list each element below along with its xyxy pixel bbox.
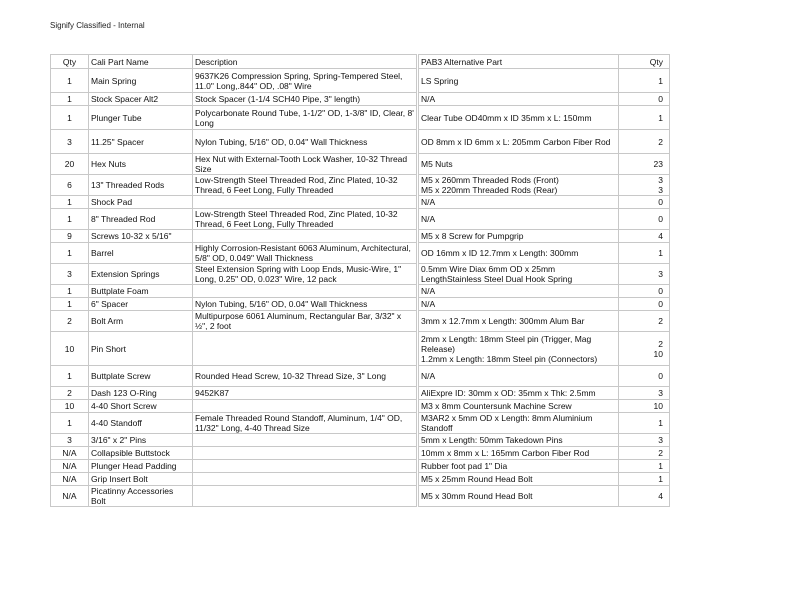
cell-qty-alt: 1 (619, 473, 670, 486)
cell-qty-alt: 3 (619, 434, 670, 447)
cell-cali-part-name: Barrel (89, 243, 193, 264)
cell-cali-part-name: 4-40 Standoff (89, 413, 193, 434)
cell-pab3-alternative: M5 x 30mm Round Head Bolt (419, 486, 619, 507)
cell-cali-part-name: 4-40 Short Screw (89, 400, 193, 413)
table-row (51, 366, 670, 387)
table-row (51, 332, 670, 366)
cell-qty: 2 (51, 387, 89, 400)
cell-pab3-alternative: N/A (419, 209, 619, 230)
table-row (51, 264, 670, 285)
cell-pab3-alternative: 0.5mm Wire Diax 6mm OD x 25mm LengthStainless Steel Dual Hook Spring (419, 264, 619, 285)
cell-qty-alt: 2 (619, 447, 670, 460)
header-row (51, 55, 670, 69)
cell-qty: 3 (51, 264, 89, 285)
cell-pab3-alternative: N/A (419, 93, 619, 106)
cell-description: Steel Extension Spring with Loop Ends, Music-Wire, 1" Long, 0.25" OD, 0.023" Wire, 12 pack (193, 264, 417, 285)
cell-qty: 2 (51, 311, 89, 332)
cell-pab3-alternative: M5 x 8 Screw for Pumpgrip (419, 230, 619, 243)
cell-pab3-alternative: Rubber foot pad 1" Dia (419, 460, 619, 473)
cell-qty: N/A (51, 486, 89, 507)
cell-cali-part-name: Extension Springs (89, 264, 193, 285)
table-row (51, 175, 670, 196)
cell-description (193, 332, 417, 366)
table-row (51, 285, 670, 298)
cell-qty-alt: 1 (619, 106, 670, 130)
cell-description: 9452K87 (193, 387, 417, 400)
cell-description: Highly Corrosion-Resistant 6063 Aluminum, Architectural, 5/8" OD, 0.049" Wall Thickness (193, 243, 417, 264)
cell-qty: 1 (51, 106, 89, 130)
cell-qty-alt: 0 (619, 196, 670, 209)
cell-qty: N/A (51, 473, 89, 486)
cell-qty: 1 (51, 285, 89, 298)
cell-cali-part-name: Stock Spacer Alt2 (89, 93, 193, 106)
cell-description (193, 473, 417, 486)
cell-qty-alt: 0 (619, 366, 670, 387)
parts-table (50, 54, 670, 507)
table-row (51, 413, 670, 434)
table-row (51, 434, 670, 447)
cell-description: Nylon Tubing, 5/16" OD, 0.04" Wall Thickness (193, 298, 417, 311)
cell-cali-part-name: Collapsible Buttstock (89, 447, 193, 460)
header-description: Description (193, 55, 417, 69)
cell-description: Nylon Tubing, 5/16" OD, 0.04" Wall Thickness (193, 130, 417, 154)
cell-pab3-alternative: N/A (419, 366, 619, 387)
cell-pab3-alternative: Clear Tube OD40mm x ID 35mm x L: 150mm (419, 106, 619, 130)
cell-qty: 1 (51, 298, 89, 311)
cell-qty: 3 (51, 434, 89, 447)
cell-description (193, 434, 417, 447)
cell-qty-alt: 0 (619, 93, 670, 106)
cell-description (193, 196, 417, 209)
table-row (51, 400, 670, 413)
table-row (51, 69, 670, 93)
cell-qty: N/A (51, 447, 89, 460)
cell-qty-alt: 1 (619, 243, 670, 264)
cell-pab3-alternative: N/A (419, 196, 619, 209)
cell-cali-part-name: Pin Short (89, 332, 193, 366)
cell-qty: 10 (51, 332, 89, 366)
cell-qty-alt: 4 (619, 230, 670, 243)
cell-qty-alt: 0 (619, 285, 670, 298)
cell-cali-part-name: Screws 10-32 x 5/16" (89, 230, 193, 243)
cell-cali-part-name: 11.25" Spacer (89, 130, 193, 154)
cell-qty-alt: 1 (619, 460, 670, 473)
cell-pab3-alternative: 10mm x 8mm x L: 165mm Carbon Fiber Rod (419, 447, 619, 460)
cell-cali-part-name: Grip Insert Bolt (89, 473, 193, 486)
table-row (51, 154, 670, 175)
cell-qty: 1 (51, 69, 89, 93)
cell-description (193, 230, 417, 243)
cell-pab3-alternative: M3AR2 x 5mm OD x Length: 8mm Aluminium Standoff (419, 413, 619, 434)
cell-qty: 10 (51, 400, 89, 413)
cell-qty: 1 (51, 366, 89, 387)
cell-pab3-alternative: OD 8mm x ID 6mm x L: 205mm Carbon Fiber Rod (419, 130, 619, 154)
cell-qty: 3 (51, 130, 89, 154)
header-pab3-alternative: PAB3 Alternative Part (419, 55, 619, 69)
cell-description: Low-Strength Steel Threaded Rod, Zinc Plated, 10-32 Thread, 6 Feet Long, Fully Threaded (193, 209, 417, 230)
table-row (51, 311, 670, 332)
cell-cali-part-name: Picatinny Accessories Bolt (89, 486, 193, 507)
cell-qty: 1 (51, 413, 89, 434)
cell-qty: N/A (51, 460, 89, 473)
cell-description: Hex Nut with External-Tooth Lock Washer, 10-32 Thread Size (193, 154, 417, 175)
cell-qty-alt: 2 10 (619, 332, 670, 366)
cell-pab3-alternative: M5 Nuts (419, 154, 619, 175)
cell-pab3-alternative: M3 x 8mm Countersunk Machine Screw (419, 400, 619, 413)
cell-qty-alt: 3 (619, 387, 670, 400)
cell-cali-part-name: Shock Pad (89, 196, 193, 209)
cell-qty: 1 (51, 209, 89, 230)
cell-qty: 1 (51, 196, 89, 209)
cell-qty-alt: 3 (619, 264, 670, 285)
cell-pab3-alternative: N/A (419, 285, 619, 298)
cell-cali-part-name: Hex Nuts (89, 154, 193, 175)
table-row (51, 473, 670, 486)
cell-pab3-alternative: AliExpre ID: 30mm x OD: 35mm x Thk: 2.5mm (419, 387, 619, 400)
cell-description: 9637K26 Compression Spring, Spring-Tempered Steel, 11.0" Long,.844" OD, .08" Wire (193, 69, 417, 93)
cell-cali-part-name: Main Spring (89, 69, 193, 93)
table-row (51, 106, 670, 130)
cell-description (193, 460, 417, 473)
cell-qty: 1 (51, 93, 89, 106)
table-row (51, 298, 670, 311)
cell-pab3-alternative: 2mm x Length: 18mm Steel pin (Trigger, Mag Release) 1.2mm x Length: 18mm Steel pin (Connectors) (419, 332, 619, 366)
classification-label: Signify Classified - Internal (50, 21, 145, 30)
cell-pab3-alternative: OD 16mm x ID 12.7mm x Length: 300mm (419, 243, 619, 264)
table-row (51, 243, 670, 264)
table-row (51, 486, 670, 507)
cell-description: Female Threaded Round Standoff, Aluminum, 1/4" OD, 11/32" Long, 4-40 Thread Size (193, 413, 417, 434)
cell-pab3-alternative: M5 x 25mm Round Head Bolt (419, 473, 619, 486)
cell-cali-part-name: Plunger Tube (89, 106, 193, 130)
cell-cali-part-name: Buttplate Foam (89, 285, 193, 298)
cell-qty-alt: 23 (619, 154, 670, 175)
table-row (51, 447, 670, 460)
cell-description (193, 447, 417, 460)
header-qty-alt: Qty (619, 55, 670, 69)
cell-qty-alt: 1 (619, 69, 670, 93)
cell-cali-part-name: 6" Spacer (89, 298, 193, 311)
cell-cali-part-name: Bolt Arm (89, 311, 193, 332)
table-row (51, 460, 670, 473)
cell-qty-alt: 2 (619, 311, 670, 332)
table-row (51, 130, 670, 154)
cell-description (193, 285, 417, 298)
cell-qty-alt: 3 3 (619, 175, 670, 196)
cell-description: Low-Strength Steel Threaded Rod, Zinc Plated, 10-32 Thread, 6 Feet Long, Fully Threaded (193, 175, 417, 196)
cell-description (193, 400, 417, 413)
cell-description: Stock Spacer (1-1/4 SCH40 Pipe, 3" length) (193, 93, 417, 106)
cell-description: Rounded Head Screw, 10-32 Thread Size, 3" Long (193, 366, 417, 387)
cell-qty-alt: 10 (619, 400, 670, 413)
cell-pab3-alternative: N/A (419, 298, 619, 311)
cell-description (193, 486, 417, 507)
cell-pab3-alternative: M5 x 260mm Threaded Rods (Front) M5 x 220mm Threaded Rods (Rear) (419, 175, 619, 196)
cell-cali-part-name: 13" Threaded Rods (89, 175, 193, 196)
header-cali-part-name: Cali Part Name (89, 55, 193, 69)
cell-cali-part-name: 8" Threaded Rod (89, 209, 193, 230)
cell-qty: 6 (51, 175, 89, 196)
cell-qty: 1 (51, 243, 89, 264)
cell-description: Polycarbonate Round Tube, 1-1/2" OD, 1-3/8" ID, Clear, 8' Long (193, 106, 417, 130)
cell-qty-alt: 0 (619, 298, 670, 311)
cell-qty: 9 (51, 230, 89, 243)
cell-qty: 20 (51, 154, 89, 175)
cell-pab3-alternative: LS Spring (419, 69, 619, 93)
table-body (51, 69, 670, 507)
table-row (51, 387, 670, 400)
cell-qty-alt: 0 (619, 209, 670, 230)
table-row (51, 230, 670, 243)
header-qty: Qty (51, 55, 89, 69)
cell-qty-alt: 1 (619, 413, 670, 434)
cell-description: Multipurpose 6061 Aluminum, Rectangular Bar, 3/32" x ½", 2 foot (193, 311, 417, 332)
table-row (51, 196, 670, 209)
table-row (51, 93, 670, 106)
cell-cali-part-name: Plunger Head Padding (89, 460, 193, 473)
cell-pab3-alternative: 5mm x Length: 50mm Takedown Pins (419, 434, 619, 447)
table-row (51, 209, 670, 230)
cell-qty-alt: 2 (619, 130, 670, 154)
cell-pab3-alternative: 3mm x 12.7mm x Length: 300mm Alum Bar (419, 311, 619, 332)
cell-cali-part-name: Buttplate Screw (89, 366, 193, 387)
cell-qty-alt: 4 (619, 486, 670, 507)
cell-cali-part-name: 3/16" x 2" Pins (89, 434, 193, 447)
cell-cali-part-name: Dash 123 O-Ring (89, 387, 193, 400)
